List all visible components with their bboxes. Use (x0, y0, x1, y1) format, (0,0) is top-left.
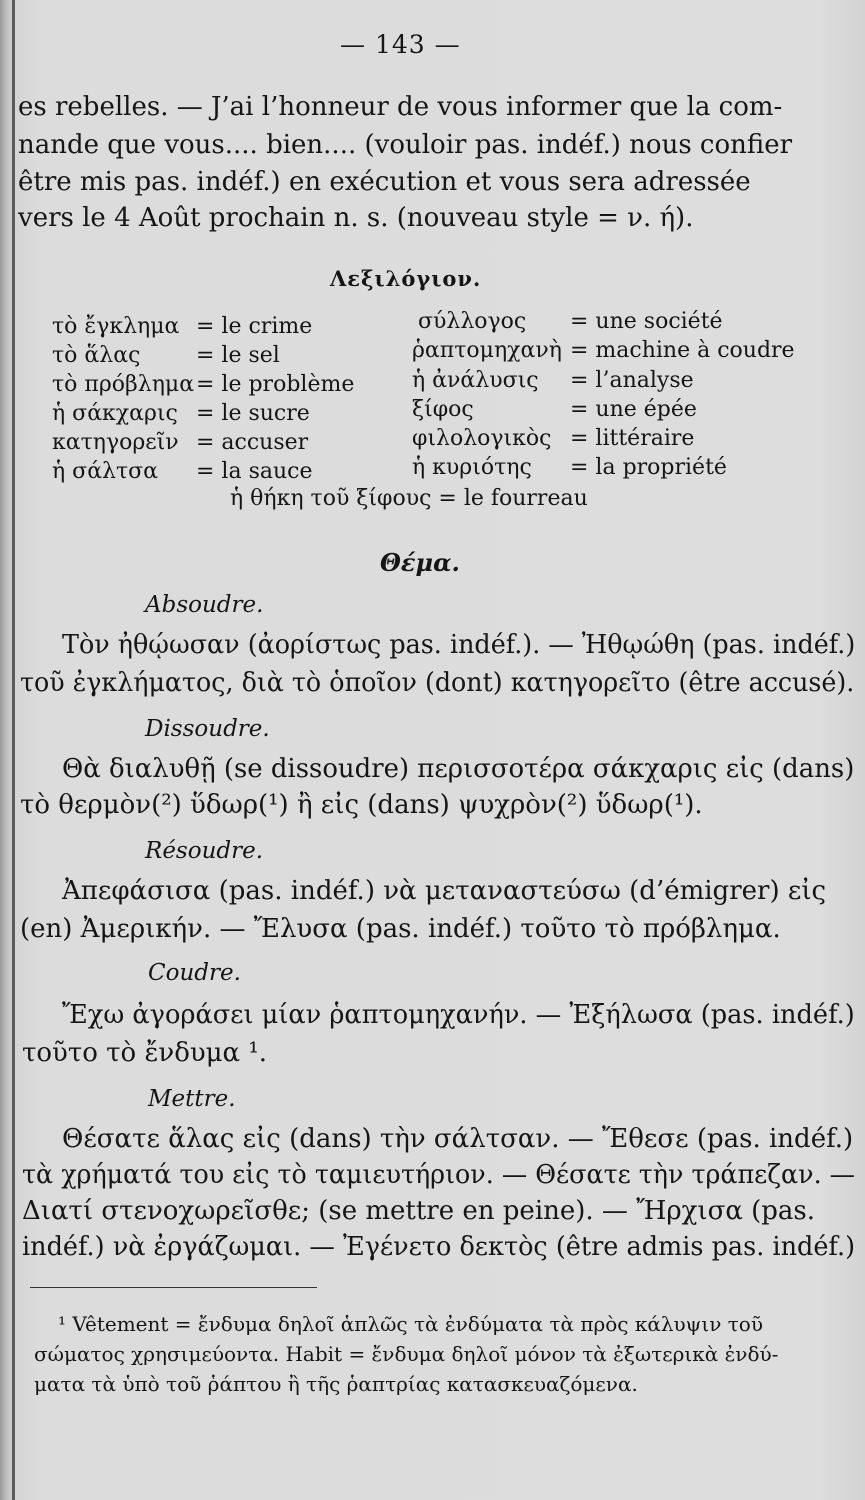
section-heading: Mettre. (148, 1086, 236, 1112)
footnote-line: ¹ Vêtement = ἔνδυμα δηλοῖ ἁπλῶς τὰ ἐνδύματα τὰ πρὸς κάλυψιν τοῦ (58, 1312, 763, 1336)
section-heading: Coudre. (148, 960, 241, 986)
exercise-line: Τὸν ἠθῴωσαν (ἀορίστως pas. indéf.). — Ἠθῳώθη (pas. indéf.) (62, 630, 856, 660)
exercise-line: τὸ θερμὸν(²) ὕδωρ(¹) ἢ εἰς (dans) ψυχρὸν(²) ὕδωρ(¹). (20, 790, 703, 820)
vocab-meaning: = littéraire (570, 426, 695, 451)
exercise-line: indéf.) νὰ ἐργάζωμαι. — Ἐγένετο δεκτὸς (être admis pas. indéf.) (22, 1232, 856, 1262)
exercise-heading: Θέμα. (380, 548, 460, 577)
vocab-term: τὸ πρόβλημα (52, 372, 195, 397)
vocab-last-line: ἡ θήκη τοῦ ξίφους = le fourreau (230, 486, 588, 511)
intro-line: être mis pas. indéf.) en exécution et vous sera adressée (18, 167, 751, 197)
vocab-meaning: = la propriété (570, 455, 727, 480)
vocab-heading: Λεξιλόγιον. (330, 266, 482, 291)
vocab-meaning: = la sauce (196, 459, 313, 484)
exercise-line: Θέσατε ἅλας εἰς (dans) τὴν σάλτσαν. — Ἔθεσε (pas. indéf.) (62, 1124, 854, 1154)
exercise-line: Διατί στενοχωρεῖσθε; (se mettre en peine). — Ἤρχισα (pas. (22, 1196, 816, 1226)
vocab-term: ῥαπτομηχανὴ (412, 338, 562, 363)
exercise-line: τὰ χρήματά του εἰς τὸ ταμιευτήριον. — Θέσατε τὴν τράπεζαν. — (22, 1160, 856, 1190)
intro-line: es rebelles. — J’ai l’honneur de vous informer que la com- (18, 92, 783, 122)
vocab-term: ἡ σάκχαρις (52, 401, 178, 426)
footnote-line: ματα τὰ ὑπὸ τοῦ ῥάπτου ἢ τῆς ῥαπτρίας κατασκευαζόμενα. (34, 1372, 638, 1396)
vocab-term: ἡ κυριότης (412, 455, 532, 480)
vocab-term: ξίφος (412, 397, 474, 422)
vocab-term: τὸ ἔγκλημα (52, 314, 180, 339)
vocab-meaning: = l’analyse (570, 368, 694, 393)
vocab-meaning: = une épée (570, 397, 697, 422)
binding-edge (12, 0, 15, 1500)
vocab-meaning: = le sucre (196, 401, 310, 426)
vocab-meaning: = machine à coudre (570, 338, 795, 363)
exercise-line: τοῦτο τὸ ἔνδυμα ¹. (22, 1038, 268, 1068)
section-heading: Absoudre. (145, 592, 264, 618)
exercise-line: Ἀπεφάσισα (pas. indéf.) νὰ μεταναστεύσω (d’émigrer) εἰς (62, 876, 827, 906)
footnote-separator (30, 1287, 317, 1288)
intro-line: nande que vous.... bien.... (vouloir pas. indéf.) nous confier (18, 130, 793, 160)
vocab-term: ἡ σάλτσα (52, 459, 159, 484)
vocab-term: τὸ ἅλας (52, 343, 141, 368)
vocab-term: ἡ ἀνάλυσις (412, 368, 539, 393)
vocab-term: φιλολογικὸς (412, 426, 552, 451)
vocab-term: σύλλογος (418, 309, 527, 334)
vocab-meaning: = accuser (196, 430, 309, 455)
intro-line: vers le 4 Août prochain n. s. (nouveau style = ν. ή). (18, 203, 694, 233)
vocab-term: κατηγορεῖν (52, 430, 179, 455)
vocab-meaning: = une société (570, 309, 723, 334)
vocab-meaning: = le problème (196, 372, 355, 397)
page-number: — 143 — (340, 30, 461, 59)
footnote-line: σώματος χρησιμεύοντα. Habit = ἔνδυμα δηλοῖ μόνον τὰ ἐξωτερικὰ ἐνδύ- (34, 1342, 779, 1366)
vocab-meaning: = le sel (196, 343, 280, 368)
exercise-line: Θὰ διαλυθῇ (se dissoudre) περισσοτέρα σάκχαρις εἰς (dans) (62, 754, 855, 784)
exercise-line: τοῦ ἐγκλήματος, διὰ τὸ ὁποῖον (dont) κατηγορεῖτο (être accusé). (20, 668, 855, 698)
section-heading: Résoudre. (145, 838, 264, 864)
vocab-meaning: = le crime (196, 314, 313, 339)
exercise-line: (en) Ἀμερικήν. — Ἔλυσα (pas. indéf.) τοῦτο τὸ πρόβλημα. (20, 914, 781, 944)
section-heading: Dissoudre. (145, 716, 270, 742)
exercise-line: Ἔχω ἀγοράσει μίαν ῥαπτομηχανήν. — Ἐξήλωσα (pas. indéf.) (62, 1000, 855, 1030)
